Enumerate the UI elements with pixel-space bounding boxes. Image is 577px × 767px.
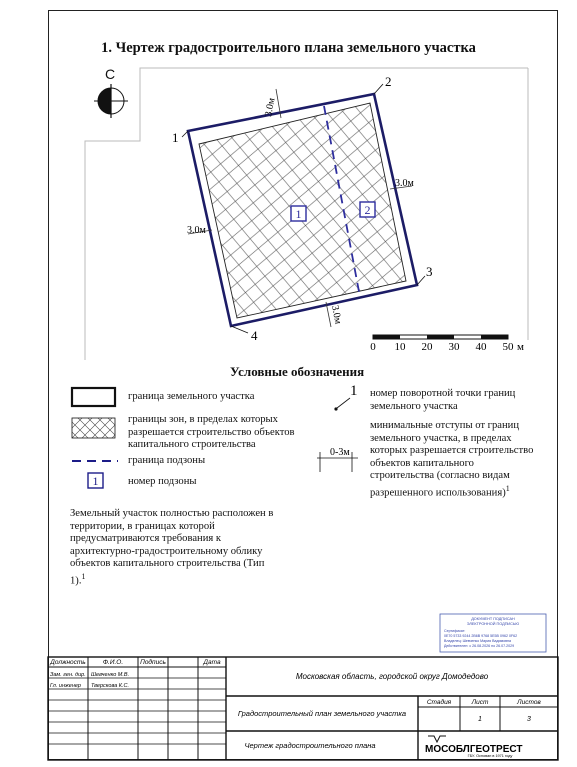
org-subtitle: ГБУ. Основан в 1971 году	[467, 754, 513, 758]
esig-line-2: ЭЛЕКТРОННОЙ ПОДПИСЬЮ	[466, 622, 520, 626]
subzone-2-label: 2	[364, 203, 371, 217]
scale-tick-50: 50	[502, 341, 514, 353]
org-logo	[428, 736, 446, 742]
legend-setback-body: минимальные отступы от границ земельного участка, в пределах которых разрешается строительство объектов капитального строительства (согласно видам разрешенного использования)	[370, 420, 534, 499]
header-name: Ф.И.О.	[102, 659, 124, 666]
row1-position: Зам. ген. дир.	[50, 672, 86, 678]
scale-unit: м	[517, 341, 524, 353]
scale-bar	[370, 335, 524, 353]
point-3-label: 3	[426, 264, 433, 279]
site-plan	[0, 0, 577, 360]
sheet-label: Лист	[471, 699, 489, 706]
legend-subzone-border-text: граница подзоны	[128, 455, 206, 466]
legend-subzone-number-text: номер подзоны	[128, 476, 197, 487]
sheets-label: Листов	[517, 699, 541, 706]
point-1-label: 1	[172, 130, 179, 145]
legend-setback-sample: 0-3м	[330, 447, 350, 458]
legend-title: Условные обозначения	[230, 364, 365, 379]
header-signature: Подпись	[140, 659, 166, 666]
esig-line-1: ДОКУМЕНТ ПОДПИСАН	[471, 617, 515, 621]
esig-line-3: Сертификат:	[444, 629, 466, 633]
legend-note-footnote: 1	[81, 571, 86, 581]
legend-note	[70, 508, 280, 588]
header-position: Должность	[50, 659, 86, 666]
legend-zone-swatch	[72, 418, 115, 438]
doc-title: Градостроительный план земельного участка	[237, 709, 407, 718]
legend-note-body: Земельный участок полностью расположен в территории, в границах которой предусматриваются требования к архитектурно-градостроительному облику объектов капитального строительства (Тип 1).	[70, 508, 274, 587]
drawing-title: Чертеж градостроительного плана	[244, 741, 376, 750]
legend-setback-footnote: 1	[505, 483, 510, 493]
north-label: С	[105, 66, 116, 82]
setback-top: 3.0м	[263, 96, 278, 118]
esig-line-5: Владелец: Шевченко Мария Вадимовна	[444, 639, 511, 643]
sheets-total: 3	[527, 716, 531, 723]
legend-zones-text: границы зон, в пределах которых разрешается строительство объектов капитального строительства	[128, 414, 295, 451]
legend-boundary-swatch	[72, 388, 115, 406]
header-date: Дата	[203, 659, 221, 666]
north-arrow	[94, 84, 128, 118]
row1-name: Шевченко М.В.	[91, 672, 130, 678]
e-signature-stamp	[440, 614, 546, 652]
scale-tick-40: 40	[475, 341, 487, 353]
subzone-1-label: 1	[295, 207, 302, 221]
legend-boundary-text: граница земельного участка	[128, 391, 255, 402]
stage-label: Стадия	[426, 699, 452, 706]
esig-line-4: 0E70 5733 9244 2B6B 9768 5E5B 0962 0F62	[444, 634, 518, 638]
row2-name: Тверскова К.С.	[91, 683, 130, 689]
setback-right: 3.0м	[395, 178, 414, 189]
org-name: МОСОБЛГЕОТРЕСТ	[425, 744, 523, 755]
scale-tick-30: 30	[448, 341, 460, 353]
legend-point-text: номер поворотной точки границ земельного участка	[370, 388, 516, 412]
setback-left: 3.0м	[187, 225, 206, 236]
row2-position: Гл. инженер	[50, 683, 81, 689]
point-4-label: 4	[251, 328, 258, 343]
sheet-number: 1	[478, 716, 482, 723]
location: Московская область, городской округ Домодедово	[295, 672, 489, 681]
legend-point-sample: 1	[350, 383, 358, 399]
scale-tick-20: 20	[421, 341, 433, 353]
esig-line-6: Действителен: с 26.08.2026 по 26.07.2029	[444, 644, 515, 648]
title-block	[0, 600, 577, 767]
setback-bottom: 3.0м	[329, 304, 344, 326]
sheet-title: 1. Чертеж градостроительного плана земельного участка	[101, 40, 476, 56]
legend-subzone-number-sample: 1	[92, 474, 99, 488]
legend-setback-text	[370, 420, 540, 500]
point-2-label: 2	[385, 74, 392, 89]
scale-tick-10: 10	[394, 341, 406, 353]
scale-tick-0: 0	[370, 341, 376, 353]
